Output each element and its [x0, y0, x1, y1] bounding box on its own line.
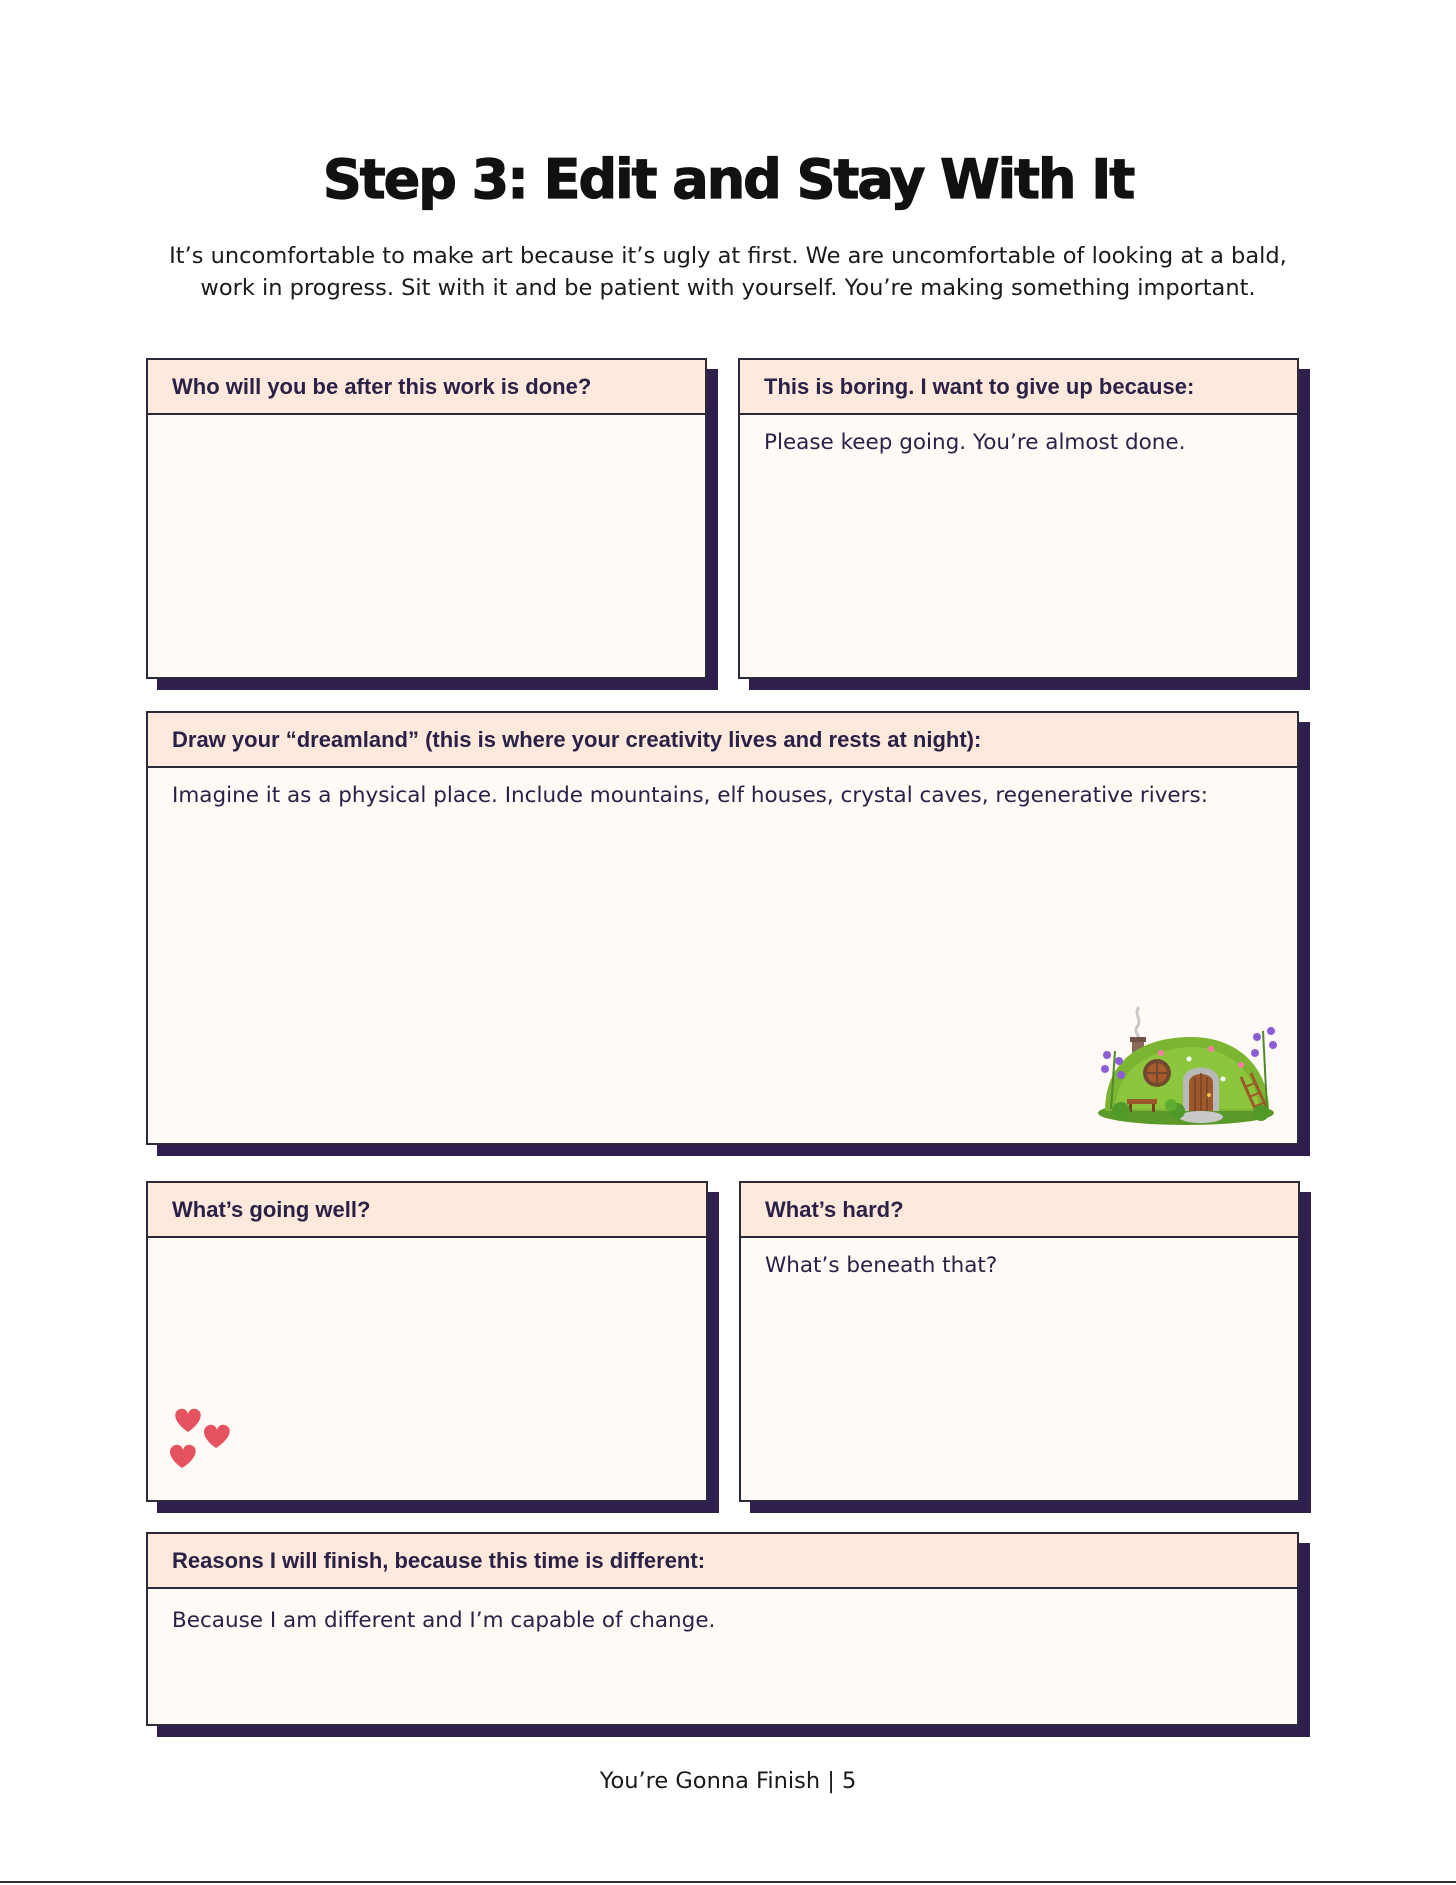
boring-give-up-card[interactable] [738, 358, 1299, 679]
intro-text [0, 240, 1456, 304]
intro-line-1: It’s uncomfortable to make art because it’s ugly at first. We are uncomfortable of looking at a bald, [169, 243, 1287, 269]
intro-line-2: work in progress. Sit with it and be patient with yourself. You’re making something important. [200, 275, 1256, 301]
dreamland-header: Draw your “dreamland” (this is where your creativity lives and rests at night): [148, 713, 1297, 768]
whats-hard-prompt[interactable]: What’s beneath that? [765, 1253, 998, 1278]
reasons-finish-card[interactable] [146, 1532, 1299, 1726]
bottom-divider [0, 1881, 1456, 1883]
hearts-icon [168, 1404, 238, 1474]
who-will-you-be-card[interactable] [146, 358, 707, 679]
page-title: Step 3: Edit and Stay With It [322, 148, 1134, 211]
whats-hard-header: What’s hard? [741, 1183, 1298, 1238]
hobbit-house-illustration [1091, 1001, 1281, 1131]
page-footer: You’re Gonna Finish | 5 [599, 1768, 857, 1794]
going-well-header: What’s going well? [148, 1183, 706, 1238]
dreamland-card[interactable] [146, 711, 1299, 1145]
whats-hard-card[interactable] [739, 1181, 1300, 1502]
who-will-you-be-header: Who will you be after this work is done? [148, 360, 705, 415]
going-well-answer-area[interactable] [148, 1238, 706, 1253]
who-will-you-be-answer-area[interactable] [148, 415, 705, 430]
dreamland-prompt[interactable]: Imagine it as a physical place. Include mountains, elf houses, crystal caves, regenerative rivers: [172, 783, 1208, 808]
going-well-card[interactable] [146, 1181, 708, 1502]
boring-give-up-header: This is boring. I want to give up because: [740, 360, 1297, 415]
reasons-finish-prompt[interactable]: Because I am different and I’m capable of change. [172, 1608, 716, 1633]
reasons-finish-header: Reasons I will finish, because this time is different: [148, 1534, 1297, 1589]
boring-give-up-prompt[interactable]: Please keep going. You’re almost done. [764, 430, 1186, 455]
